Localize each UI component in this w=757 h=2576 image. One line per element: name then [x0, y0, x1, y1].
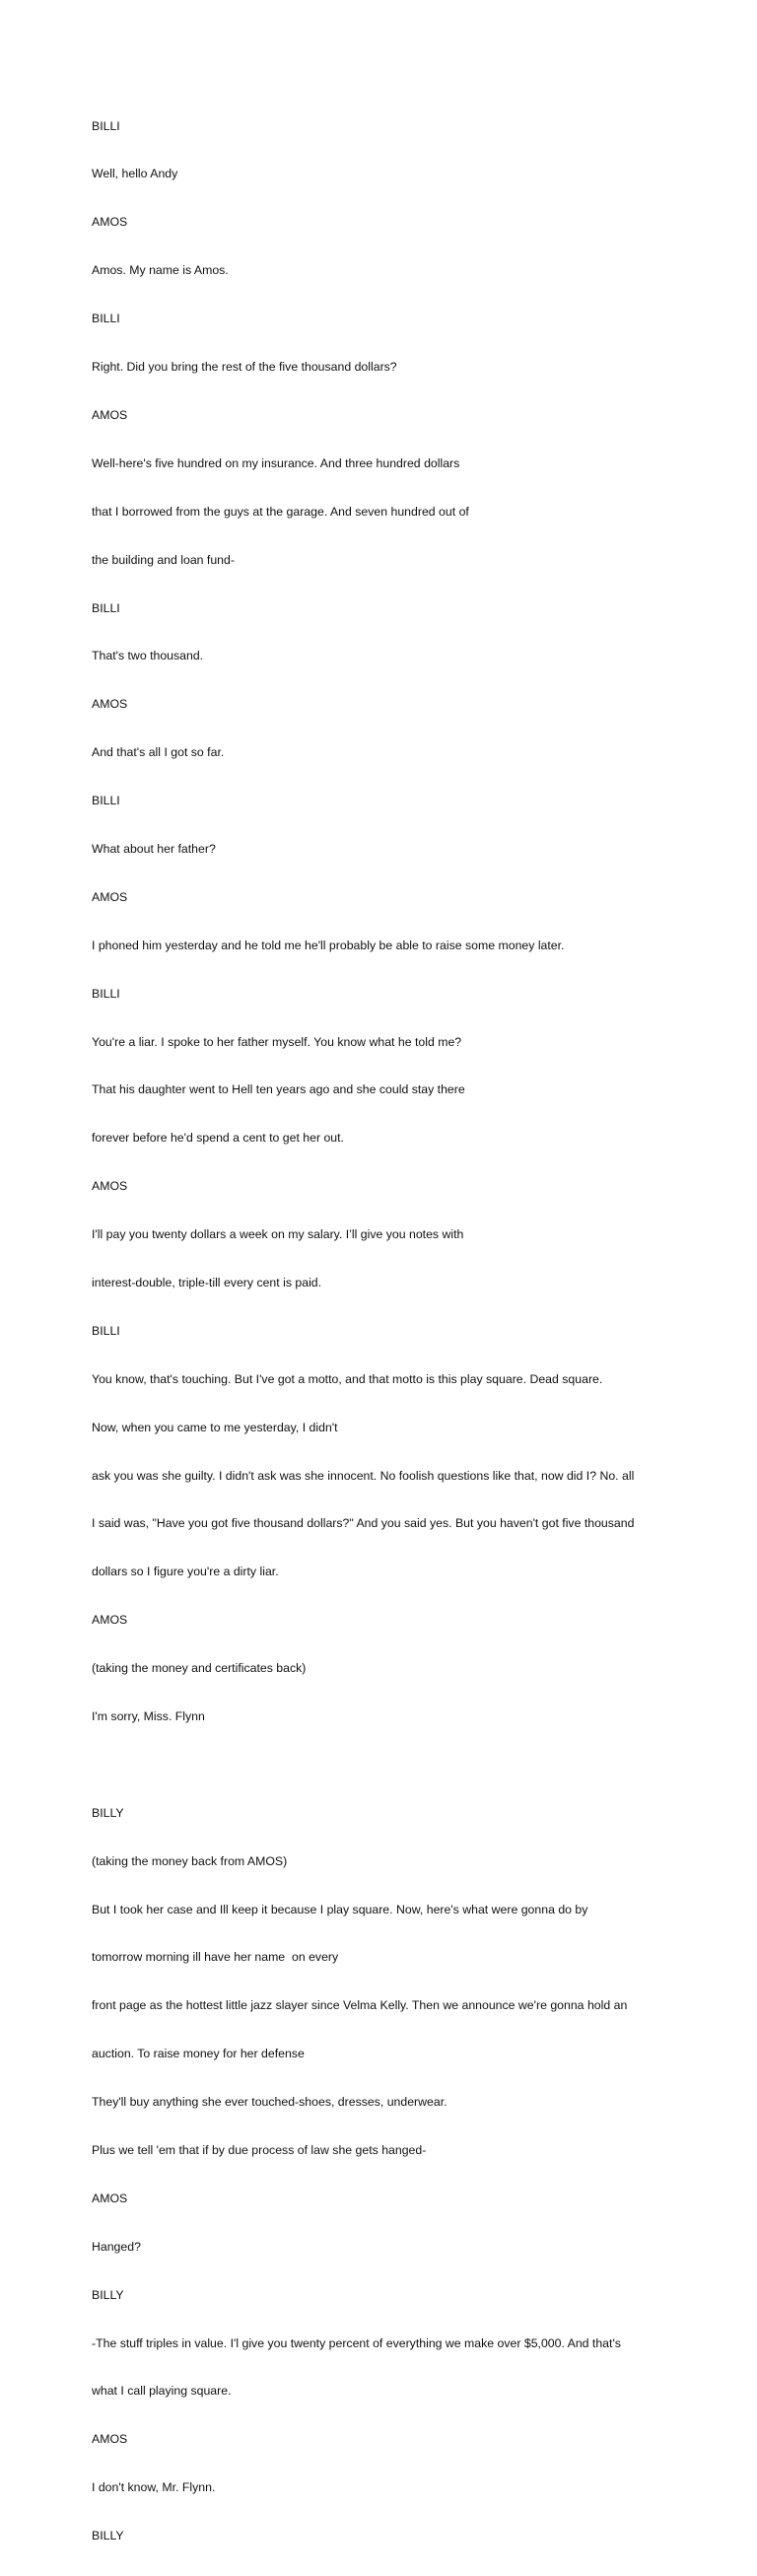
script-text — [92, 86, 703, 2576]
dialogue-line: I don't know, Mr. Flynn. — [92, 2480, 216, 2495]
dialogue-line: I said was, "Have you got five thousand dollars?" And you said yes. But you haven't got five thousand — [92, 1516, 635, 1531]
dialogue-line: Well, hello Andy — [92, 167, 178, 181]
speaker-name: AMOS — [92, 2432, 128, 2447]
speaker-name: AMOS — [92, 1179, 128, 1194]
dialogue-line: front page as the hottest little jazz slayer since Velma Kelly. Then we announce we're gonna hold an — [92, 1998, 628, 2013]
dialogue-line: What about her father? — [92, 841, 216, 856]
dialogue-line: Hanged? — [92, 2239, 141, 2254]
dialogue-line: I'm sorry, Miss. Flynn — [92, 1708, 205, 1723]
speaker-name: BILLI — [92, 1323, 120, 1338]
speaker-name: AMOS — [92, 215, 128, 230]
dialogue-line: You're a liar. I spoke to her father myself. You know what he told me? — [92, 1034, 462, 1049]
speaker-name: BILLI — [92, 794, 120, 808]
speaker-name: BILLI — [92, 312, 120, 326]
dialogue-line: that I borrowed from the guys at the garage. And seven hundred out of — [92, 504, 469, 519]
dialogue-line: ask you was she guilty. I didn't ask was she innocent. No foolish questions like that, now did I? No. all — [92, 1468, 635, 1483]
stage-direction: (taking the money and certificates back) — [92, 1661, 307, 1676]
speaker-name: BILLY — [92, 1805, 124, 1820]
dialogue-line: That's two thousand. — [92, 649, 204, 663]
dialogue-line: auction. To raise money for her defense — [92, 2047, 305, 2061]
dialogue-line: Amos. My name is Amos. — [92, 263, 229, 278]
dialogue-line: They'll buy anything she ever touched-shoes, dresses, underwear. — [92, 2095, 447, 2110]
speaker-name: AMOS — [92, 889, 128, 904]
dialogue-line: what I call playing square. — [92, 2384, 232, 2399]
stage-direction: (taking the money back from AMOS) — [92, 1853, 288, 1868]
speaker-name: BILLI — [92, 986, 120, 1001]
dialogue-line: Well-here's five hundred on my insurance. And three hundred dollars — [92, 455, 460, 470]
speaker-name: BILLY — [92, 2287, 124, 2302]
speaker-name: AMOS — [92, 697, 128, 712]
dialogue-line: I phoned him yesterday and he told me he'll probably be able to raise some money later. — [92, 938, 565, 952]
dialogue-line: Right. Did you bring the rest of the five thousand dollars? — [92, 360, 397, 375]
dialogue-line: -The stuff triples in value. I'l give you twenty percent of everything we make over $5,000. And that's — [92, 2335, 621, 2350]
dialogue-line: the building and loan fund- — [92, 552, 235, 567]
dialogue-line: And that's all I got so far. — [92, 745, 225, 760]
dialogue-line: Now, when you came to me yesterday, I didn't — [92, 1420, 338, 1434]
dialogue-line: But I took her case and Ill keep it because I play square. Now, here's what were gonna do by — [92, 1902, 588, 1916]
dialogue-line: You know, that's touching. But I've got a motto, and that motto is this play square. Dead square. — [92, 1371, 603, 1386]
speaker-name: AMOS — [92, 407, 128, 422]
speaker-name: AMOS — [92, 1613, 128, 1628]
speaker-name: BILLI — [92, 600, 120, 615]
dialogue-line: dollars so I figure you're a dirty liar. — [92, 1565, 279, 1579]
blank-line — [92, 1757, 703, 1773]
speaker-name: BILLY — [92, 2529, 124, 2543]
dialogue-line: interest-double, triple-till every cent is paid. — [92, 1275, 322, 1289]
speaker-name: AMOS — [92, 2191, 128, 2205]
dialogue-line: tomorrow morning ill have her name on every — [92, 1950, 339, 1965]
speaker-name: BILLI — [92, 118, 120, 133]
dialogue-line: forever before he'd spend a cent to get her out. — [92, 1131, 344, 1146]
dialogue-line: That his daughter went to Hell ten years ago and she could stay there — [92, 1082, 465, 1097]
dialogue-line: I'll pay you twenty dollars a week on my salary. I’ll give you notes with — [92, 1227, 464, 1242]
dialogue-line: Plus we tell 'em that if by due process of law she gets hanged- — [92, 2143, 427, 2157]
